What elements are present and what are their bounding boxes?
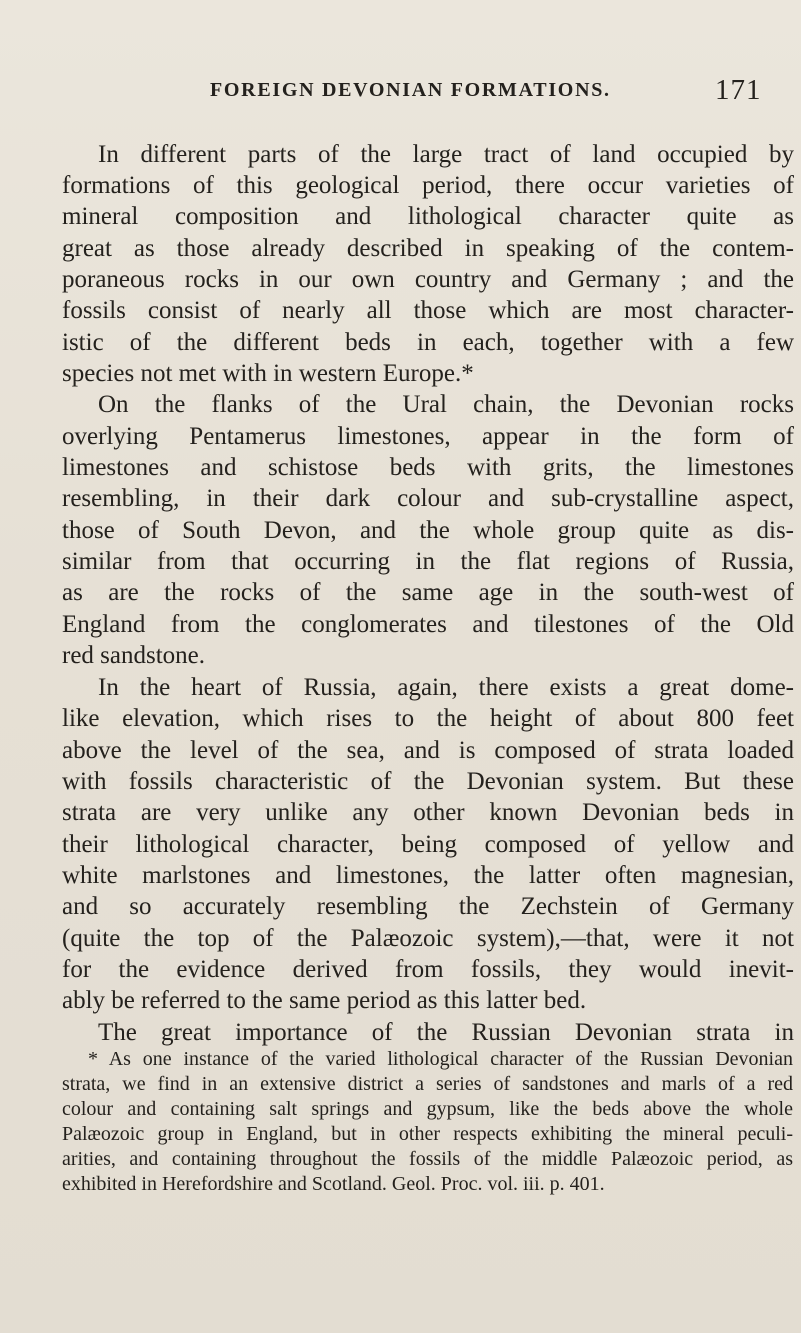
body-line: formations of this geological period, there occur varieties of [62,172,794,199]
running-header [0,76,801,116]
body-line: their lithological character, being composed of yellow and [62,831,794,858]
body-line: On the flanks of the Ural chain, the Devonian rocks [98,391,794,418]
body-line: mineral composition and lithological character quite as [62,203,794,230]
body-line: above the level of the sea, and is composed of strata loaded [62,737,794,764]
footnote-line: Palæozoic group in England, but in other respects exhibiting the mineral peculi- [62,1123,793,1145]
body-line: (quite the top of the Palæozoic system),—that, were it not [62,925,794,952]
footnote-line: colour and containing salt springs and gypsum, like the beds above the whole [62,1098,793,1120]
body-line: fossils consist of nearly all those which are most character- [62,297,794,324]
footnote-line: arities, and containing throughout the fossils of the middle Palæozoic period, as [62,1148,793,1170]
body-line: and so accurately resembling the Zechstein of Germany [62,893,794,920]
body-line: In the heart of Russia, again, there exists a great dome- [98,674,794,701]
body-line: great as those already described in speaking of the contem- [62,235,794,262]
body-line: like elevation, which rises to the height of about 800 feet [62,705,794,732]
body-line: species not met with in western Europe.* [62,360,474,387]
footnote-line: * As one instance of the varied lithological character of the Russian Devonian [88,1048,793,1070]
body-line: strata are very unlike any other known Devonian beds in [62,799,794,826]
body-line: limestones and schistose beds with grits, the limestones [62,454,794,481]
body-line: poraneous rocks in our own country and Germany ; and the [62,266,794,293]
body-line: with fossils characteristic of the Devonian system. But these [62,768,794,795]
body-line: The great importance of the Russian Devonian strata in [98,1019,794,1046]
body-line: England from the conglomerates and tilestones of the Old [62,611,794,638]
body-line: ably be referred to the same period as this latter bed. [62,987,587,1014]
footnote-line: strata, we find in an extensive district a series of sandstones and marls of a red [62,1073,793,1095]
page-number: 171 [715,74,762,106]
body-line: white marlstones and limestones, the latter often magnesian, [62,862,794,889]
body-line: resembling, in their dark colour and sub-crystalline aspect, [62,485,794,512]
footnote-line: exhibited in Herefordshire and Scotland. Geol. Proc. vol. iii. p. 401. [62,1173,605,1195]
running-title: FOREIGN DEVONIAN FORMATIONS. [210,79,611,101]
body-line: istic of the different beds in each, together with a few [62,329,794,356]
body-line: overlying Pentamerus limestones, appear in the form of [62,423,794,450]
body-line: In different parts of the large tract of land occupied by [98,141,794,168]
body-line: for the evidence derived from fossils, they would inevit- [62,956,794,983]
body-line: those of South Devon, and the whole group quite as dis- [62,517,794,544]
body-line: red sandstone. [62,642,206,669]
body-line: similar from that occurring in the flat regions of Russia, [62,548,794,575]
body-line: as are the rocks of the same age in the south-west of [62,579,794,606]
